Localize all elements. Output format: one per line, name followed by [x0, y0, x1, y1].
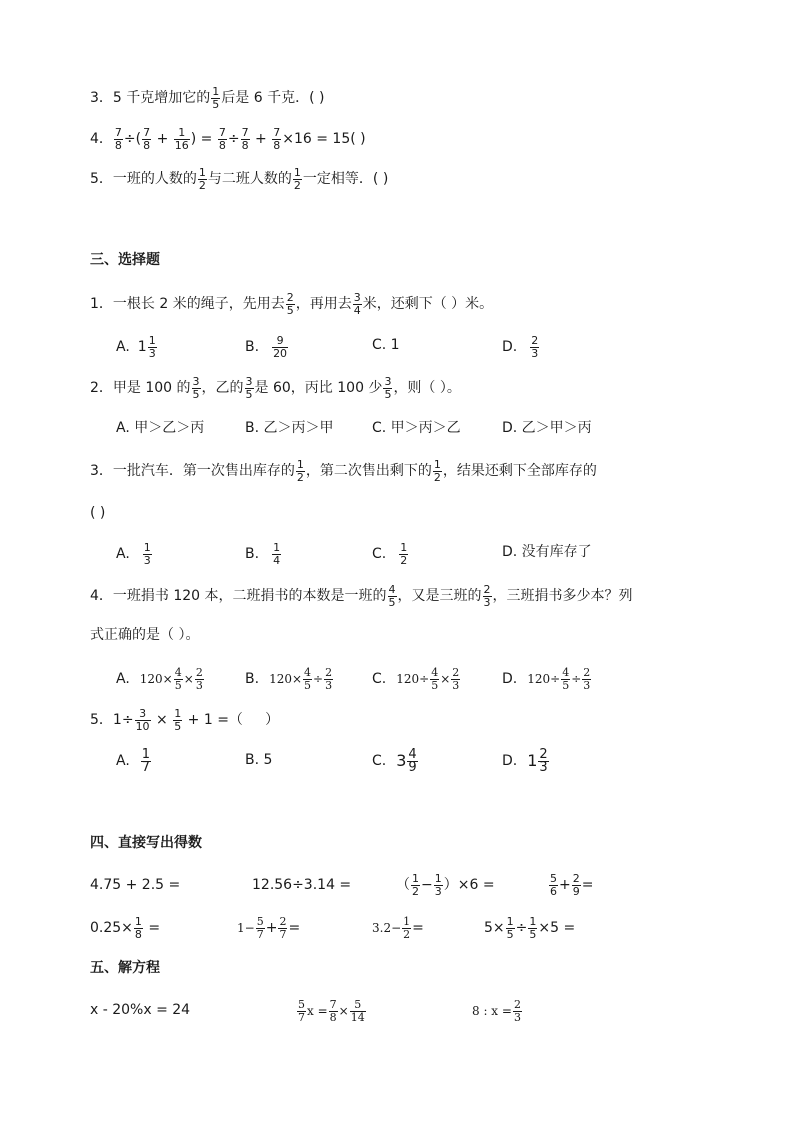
- question-2: 2． 甲是 100 的 3 5 ，乙的 3 5 是 60，丙比 100 少 3 5 ，则（ ）。: [90, 374, 461, 401]
- fraction: 7 8: [143, 125, 151, 152]
- q5-option-c[interactable]: C. 3 4 9: [372, 746, 417, 775]
- q3-option-c[interactable]: C. 1 2: [372, 540, 408, 567]
- fraction: 1 2: [293, 165, 301, 192]
- fraction: 1 2: [198, 165, 206, 192]
- question-4-line2: 式正确的是（ ）。: [90, 627, 200, 643]
- section-title: 三、选择题: [90, 252, 160, 268]
- calc-3: （ 1 2 − $\frac{1}{3}$ ）×6 =: [396, 871, 495, 898]
- fraction: $\frac{7}{8}$: [218, 125, 226, 152]
- equation-1: x - 20%x = 24: [90, 1002, 191, 1018]
- calc-7: 3.2− $\frac{1}{2}$ =: [372, 914, 424, 941]
- q3-option-d[interactable]: D. 没有库存了: [502, 544, 592, 560]
- fraction: 1 5: [212, 84, 220, 111]
- fraction: $\frac{7}{8}$: [241, 125, 249, 152]
- q4-option-b[interactable]: B. 120× $\frac{4}{5}$ ÷ $\frac{2}{3}$: [245, 665, 333, 692]
- q1-option-a[interactable]: A. 1 1 3: [116, 333, 156, 360]
- equation-2: 5 7 x = $\frac{7}{8}$ × $\frac{5}{14}$: [298, 997, 365, 1024]
- section-title: 五、解方程: [90, 960, 160, 976]
- item-number: 5．: [90, 171, 113, 187]
- q4-option-c[interactable]: C. 120÷ $\frac{4}{5}$ × $\frac{2}{3}$: [372, 665, 460, 692]
- calc-8: 5× $\frac{1}{5}$ ÷ $\frac{1}{5}$ ×5 =: [484, 914, 576, 941]
- judge-item-4: 4． $\frac{7}{8}$ ÷( 7 8 + $\frac{1}{16}$ ) = $\frac{7}{8}$ ÷ $\frac{7}{8}$ + $\frac{7}{8}$ ×16 = 15( ): [90, 125, 366, 152]
- fraction: $\frac{1}{16}$: [174, 125, 189, 152]
- q4-option-a[interactable]: A. 120× $\frac{4}{5}$ × $\frac{2}{3}$: [116, 665, 203, 692]
- question-3: 3． 一批汽车．第一次售出库存的 1 2 ，第二次售出剩下的 1 2 ，结果还剩下全部库存的: [90, 457, 597, 484]
- q3-option-a[interactable]: A. 1 3: [116, 540, 151, 567]
- q2-option-a[interactable]: A. 甲＞乙＞丙: [116, 420, 205, 436]
- question-4: 4． 一班捐书 120 本，二班捐书的本数是一班的 4 5 ，又是三班的 2 3 ，三班捐书多少本？列: [90, 582, 633, 609]
- q5-option-a[interactable]: A. 1 7: [116, 746, 151, 775]
- q5-option-d[interactable]: D. 1 2 3: [502, 746, 548, 775]
- q3-answer-paren: ( ): [90, 505, 106, 521]
- judge-item-3: 3． 5 千克增加它的 1 5 后是 6 千克．( ): [90, 84, 325, 111]
- calc-2: 12.56÷3.14 =: [252, 877, 352, 893]
- q4-option-d[interactable]: D. 120÷ $\frac{4}{5}$ ÷ $\frac{2}{3}$: [502, 665, 591, 692]
- fraction: $\frac{7}{8}$: [114, 125, 122, 152]
- question-5: 5． 1÷ $\frac{3}{10}$ × $\frac{1}{5}$ + 1 =（ ）: [90, 706, 280, 733]
- q1-option-b[interactable]: B. 9 20: [245, 333, 288, 360]
- equation-3: 8 : x = $\frac{2}{3}$: [472, 997, 521, 1024]
- q2-option-d[interactable]: D. 乙＞甲＞丙: [502, 420, 592, 436]
- q1-option-c[interactable]: C. 1: [372, 337, 400, 353]
- q2-option-b[interactable]: B. 乙＞丙＞甲: [245, 420, 334, 436]
- question-1: 1． 一根长 2 米的绳子，先用去 2 5 ，再用去 3 4 米，还剩下（ ）米。: [90, 290, 494, 317]
- q3-option-b[interactable]: B. 1 4: [245, 540, 281, 567]
- calc-1: 4.75 + 2.5 =: [90, 877, 181, 893]
- section-title: 四、直接写出得数: [90, 835, 202, 851]
- calc-5: 0.25× $\frac{1}{8}$ =: [90, 914, 161, 941]
- q1-option-d[interactable]: D. 2 3: [502, 333, 539, 360]
- item-number: 3．: [90, 90, 113, 106]
- q2-option-c[interactable]: C. 甲＞丙＞乙: [372, 420, 461, 436]
- judge-item-5: 5． 一班的人数的 1 2 与二班人数的 1 2 一定相等．( ): [90, 165, 389, 192]
- fraction: $\frac{7}{8}$: [273, 125, 281, 152]
- calc-4: 5 6 + $\frac{2}{9}$ =: [550, 871, 594, 898]
- q5-option-b[interactable]: B. 5: [245, 752, 273, 768]
- calc-6: 1− $\frac{5}{7}$ + $\frac{2}{7}$ =: [237, 914, 301, 941]
- item-number: 4．: [90, 131, 113, 147]
